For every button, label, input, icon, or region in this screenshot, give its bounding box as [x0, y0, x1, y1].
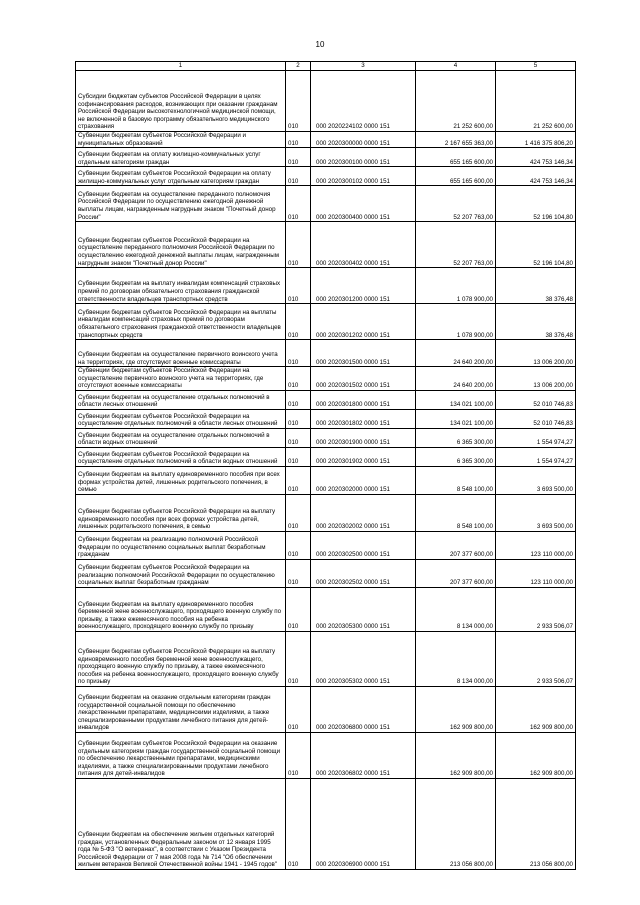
row-planned-cell: 207 377 600,00 — [416, 559, 496, 587]
row-kbk-cell: 000 2020301900 0000 151 — [311, 428, 416, 447]
table-row — [76, 447, 576, 466]
row-code-cell: 010 — [286, 167, 311, 186]
row-name-cell: Субвенции бюджетам на оказание отдельным категориям граждан государственной социальной помощи по обеспечению лекарственными препаратами, медицинскими изделиями, а также специализированными продуктами лечебного питания для детей-инвалидов — [76, 686, 286, 732]
column-number-row — [76, 62, 576, 71]
row-planned-cell: 2 167 655 363,00 — [416, 132, 496, 148]
budget-table — [75, 61, 576, 870]
row-kbk-cell: 000 2020302000 0000 151 — [311, 466, 416, 494]
row-name-cell: Субвенции бюджетам субъектов Российской Федерации на осуществление первичного воинского учета на территориях, где отсутствуют военные комиссариаты — [76, 367, 286, 391]
row-planned-cell: 8 548 100,00 — [416, 494, 496, 531]
row-kbk-cell: 000 2020301802 0000 151 — [311, 409, 416, 428]
row-name-cell: Субвенции бюджетам субъектов Российской Федерации на осуществление переданного полномочия Российской Федерации по осуществлению ежегодной денежной выплаты лицам, награжденным нагрудным знаком "Почетный донор России" — [76, 222, 286, 268]
row-kbk-cell: 000 2020302002 0000 151 — [311, 494, 416, 531]
row-planned-cell: 6 365 300,00 — [416, 428, 496, 447]
row-name-cell: Субвенции бюджетам на выплату единовременного пособия беременной жене военнослужащего, проходящего военную службу по призыву, а также ежемесячного пособия на ребенка военнослужащего, проходящего военную службу по призыву — [76, 587, 286, 631]
table-row — [76, 732, 576, 778]
row-kbk-cell: 000 2020306900 0000 151 — [311, 778, 416, 869]
row-executed-cell: 1 554 974,27 — [496, 447, 576, 466]
row-code-cell: 010 — [286, 148, 311, 167]
row-planned-cell: 162 909 800,00 — [416, 732, 496, 778]
table-row — [76, 132, 576, 148]
row-name-cell: Субвенции бюджетам на осуществление переданного полномочия Российской Федерации по осуществлению ежегодной денежной выплаты лицам, награжденным нагрудным знаком "Почетный донор России" — [76, 186, 286, 222]
table-row — [76, 367, 576, 391]
row-name-cell: Субвенции бюджетам субъектов Российской Федерации на выплату единовременного пособия беременной жене военнослужащего, проходящего военную службу по призыву, а также ежемесячного пособия на ребенка военнослужащего, проходящего военную службу по призыву — [76, 631, 286, 686]
table-row — [76, 340, 576, 367]
row-executed-cell: 213 056 800,00 — [496, 778, 576, 869]
row-code-cell: 010 — [286, 340, 311, 367]
row-kbk-cell: 000 2020302502 0000 151 — [311, 559, 416, 587]
row-planned-cell: 1 078 900,00 — [416, 268, 496, 304]
row-code-cell: 010 — [286, 778, 311, 869]
row-planned-cell: 655 165 600,00 — [416, 148, 496, 167]
row-code-cell: 010 — [286, 447, 311, 466]
row-kbk-cell: 000 2020224102 0000 151 — [311, 71, 416, 132]
table-row — [76, 428, 576, 447]
table-row — [76, 531, 576, 559]
row-kbk-cell: 000 2020306802 0000 151 — [311, 732, 416, 778]
row-executed-cell: 52 010 746,83 — [496, 390, 576, 409]
row-planned-cell: 24 640 200,00 — [416, 340, 496, 367]
table-row — [76, 71, 576, 132]
row-name-cell: Субвенции бюджетам на осуществление первичного воинского учета на территориях, где отсутствуют военные комиссариаты — [76, 340, 286, 367]
table-row — [76, 304, 576, 340]
row-executed-cell: 52 010 746,83 — [496, 409, 576, 428]
row-name-cell: Субвенции бюджетам субъектов Российской Федерации на выплаты инвалидам компенсаций страховых премий по договорам обязательного страхования гражданской ответственности владельцев транспортных средств — [76, 304, 286, 340]
row-code-cell: 010 — [286, 587, 311, 631]
row-name-cell: Субвенции бюджетам субъектов Российской Федерации на осуществление отдельных полномочий в области лесных отношений — [76, 409, 286, 428]
row-kbk-cell: 000 2020302500 0000 151 — [311, 531, 416, 559]
row-executed-cell: 3 693 500,00 — [496, 494, 576, 531]
row-code-cell: 010 — [286, 559, 311, 587]
row-code-cell: 010 — [286, 186, 311, 222]
row-planned-cell: 213 056 800,00 — [416, 778, 496, 869]
row-code-cell: 010 — [286, 222, 311, 268]
row-code-cell: 010 — [286, 132, 311, 148]
row-planned-cell: 8 548 100,00 — [416, 466, 496, 494]
column-header: 3 — [311, 62, 416, 71]
page-number: 10 — [315, 40, 325, 49]
column-header: 2 — [286, 62, 311, 71]
row-kbk-cell: 000 2020301800 0000 151 — [311, 390, 416, 409]
row-kbk-cell: 000 2020305302 0000 151 — [311, 631, 416, 686]
table-row — [76, 631, 576, 686]
row-kbk-cell: 000 2020300000 0000 151 — [311, 132, 416, 148]
row-executed-cell: 2 933 506,07 — [496, 631, 576, 686]
row-executed-cell: 52 196 104,80 — [496, 186, 576, 222]
table-row — [76, 778, 576, 869]
table-row — [76, 587, 576, 631]
row-code-cell: 010 — [286, 367, 311, 391]
row-planned-cell: 6 365 300,00 — [416, 447, 496, 466]
row-code-cell: 010 — [286, 428, 311, 447]
row-kbk-cell: 000 2020300100 0000 151 — [311, 148, 416, 167]
row-executed-cell: 162 909 800,00 — [496, 686, 576, 732]
row-executed-cell: 21 252 600,00 — [496, 71, 576, 132]
row-code-cell: 010 — [286, 531, 311, 559]
column-header: 1 — [76, 62, 286, 71]
row-executed-cell: 162 909 800,00 — [496, 732, 576, 778]
table-row — [76, 559, 576, 587]
row-executed-cell: 3 693 500,00 — [496, 466, 576, 494]
row-name-cell: Субвенции бюджетам на выплату единовременного пособия при всех формах устройства детей, лишенных родительского попечения, в семью — [76, 466, 286, 494]
row-kbk-cell: 000 2020300400 0000 151 — [311, 186, 416, 222]
row-name-cell: Субвенции бюджетам субъектов Российской Федерации на оплату жилищно-коммунальных услуг отдельным категориям граждан — [76, 167, 286, 186]
table-row — [76, 222, 576, 268]
row-kbk-cell: 000 2020300102 0000 151 — [311, 167, 416, 186]
row-planned-cell: 207 377 600,00 — [416, 531, 496, 559]
row-name-cell: Субвенции бюджетам на оплату жилищно-коммунальных услуг отдельным категориям граждан — [76, 148, 286, 167]
row-executed-cell: 1 554 974,27 — [496, 428, 576, 447]
row-name-cell: Субвенции бюджетам субъектов Российской Федерации на оказание отдельным категориям граждан государственной социальной помощи по обеспечению лекарственными препаратами, медицинскими изделиями, а также специализированными продуктами лечебного питания для детей-инвалидов — [76, 732, 286, 778]
row-executed-cell: 38 376,48 — [496, 268, 576, 304]
table-row — [76, 494, 576, 531]
table-row — [76, 466, 576, 494]
row-executed-cell: 13 006 200,00 — [496, 340, 576, 367]
row-planned-cell: 52 207 763,00 — [416, 186, 496, 222]
row-name-cell: Субвенции бюджетам субъектов Российской Федерации на реализацию полномочий Российской Федерации по осуществлению социальных выплат безработным гражданам — [76, 559, 286, 587]
row-code-cell: 010 — [286, 686, 311, 732]
row-kbk-cell: 000 2020301502 0000 151 — [311, 367, 416, 391]
row-executed-cell: 424 753 146,34 — [496, 167, 576, 186]
row-code-cell: 010 — [286, 409, 311, 428]
row-kbk-cell: 000 2020301500 0000 151 — [311, 340, 416, 367]
row-executed-cell: 123 110 000,00 — [496, 531, 576, 559]
row-code-cell: 010 — [286, 390, 311, 409]
row-name-cell: Субвенции бюджетам субъектов Российской Федерации на осуществление отдельных полномочий в области водных отношений — [76, 447, 286, 466]
table-row — [76, 686, 576, 732]
row-executed-cell: 38 376,48 — [496, 304, 576, 340]
column-header: 5 — [496, 62, 576, 71]
row-kbk-cell: 000 2020300402 0000 151 — [311, 222, 416, 268]
row-name-cell: Субвенции бюджетам субъектов Российской Федерации и муниципальных образований — [76, 132, 286, 148]
row-code-cell: 010 — [286, 631, 311, 686]
table-row — [76, 409, 576, 428]
row-executed-cell: 13 006 200,00 — [496, 367, 576, 391]
row-executed-cell: 424 753 146,34 — [496, 148, 576, 167]
row-code-cell: 010 — [286, 466, 311, 494]
row-executed-cell: 52 196 104,80 — [496, 222, 576, 268]
row-executed-cell: 2 933 506,07 — [496, 587, 576, 631]
table-row — [76, 148, 576, 167]
row-planned-cell: 8 134 000,00 — [416, 631, 496, 686]
row-name-cell: Субвенции бюджетам субъектов Российской Федерации на выплату единовременного пособия при всех формах устройства детей, лишенных родительского попечения, в семью — [76, 494, 286, 531]
row-code-cell: 010 — [286, 71, 311, 132]
row-planned-cell: 1 078 900,00 — [416, 304, 496, 340]
table-row — [76, 390, 576, 409]
row-name-cell: Субвенции бюджетам на осуществление отдельных полномочий в области водных отношений — [76, 428, 286, 447]
row-planned-cell: 655 165 600,00 — [416, 167, 496, 186]
row-planned-cell: 24 640 200,00 — [416, 367, 496, 391]
row-planned-cell: 162 909 800,00 — [416, 686, 496, 732]
row-kbk-cell: 000 2020301200 0000 151 — [311, 268, 416, 304]
row-code-cell: 010 — [286, 304, 311, 340]
row-executed-cell: 123 110 000,00 — [496, 559, 576, 587]
row-executed-cell: 1 416 375 806,20 — [496, 132, 576, 148]
table-row — [76, 186, 576, 222]
row-kbk-cell: 000 2020306800 0000 151 — [311, 686, 416, 732]
row-code-cell: 010 — [286, 732, 311, 778]
row-name-cell: Субвенции бюджетам на осуществление отдельных полномочий в области лесных отношений — [76, 390, 286, 409]
row-kbk-cell: 000 2020301902 0000 151 — [311, 447, 416, 466]
table-row — [76, 167, 576, 186]
column-header: 4 — [416, 62, 496, 71]
row-kbk-cell: 000 2020305300 0000 151 — [311, 587, 416, 631]
row-planned-cell: 8 134 000,00 — [416, 587, 496, 631]
row-kbk-cell: 000 2020301202 0000 151 — [311, 304, 416, 340]
table-row — [76, 268, 576, 304]
row-name-cell: Субвенции бюджетам на выплату инвалидам компенсаций страховых премий по договорам обязательного страхования гражданской ответственности владельцев транспортных средств — [76, 268, 286, 304]
row-name-cell: Субвенции бюджетам на обеспечение жильем отдельных категорий граждан, установленных Федеральным законом от 12 января 1995 года № 5-ФЗ "О ветеранах", в соответствии с Указом Президента Российской Федерации от 7 мая 2008 года № 714 "Об обеспечении жильем ветеранов Великой Отечественной войны 1941 - 1945 годов" — [76, 778, 286, 869]
row-name-cell: Субвенции бюджетам на реализацию полномочий Российской Федерации по осуществлению социальных выплат безработным гражданам — [76, 531, 286, 559]
row-planned-cell: 134 021 100,00 — [416, 409, 496, 428]
row-planned-cell: 21 252 600,00 — [416, 71, 496, 132]
row-code-cell: 010 — [286, 268, 311, 304]
row-planned-cell: 134 021 100,00 — [416, 390, 496, 409]
row-name-cell: Субсидии бюджетам субъектов Российской Федерации в целях софинансирования расходов, возникающих при оказании гражданам Российской Федерации высокотехнологичной медицинской помощи, не включенной в базовую программу обязательного медицинского страхования — [76, 71, 286, 132]
row-code-cell: 010 — [286, 494, 311, 531]
row-planned-cell: 52 207 763,00 — [416, 222, 496, 268]
